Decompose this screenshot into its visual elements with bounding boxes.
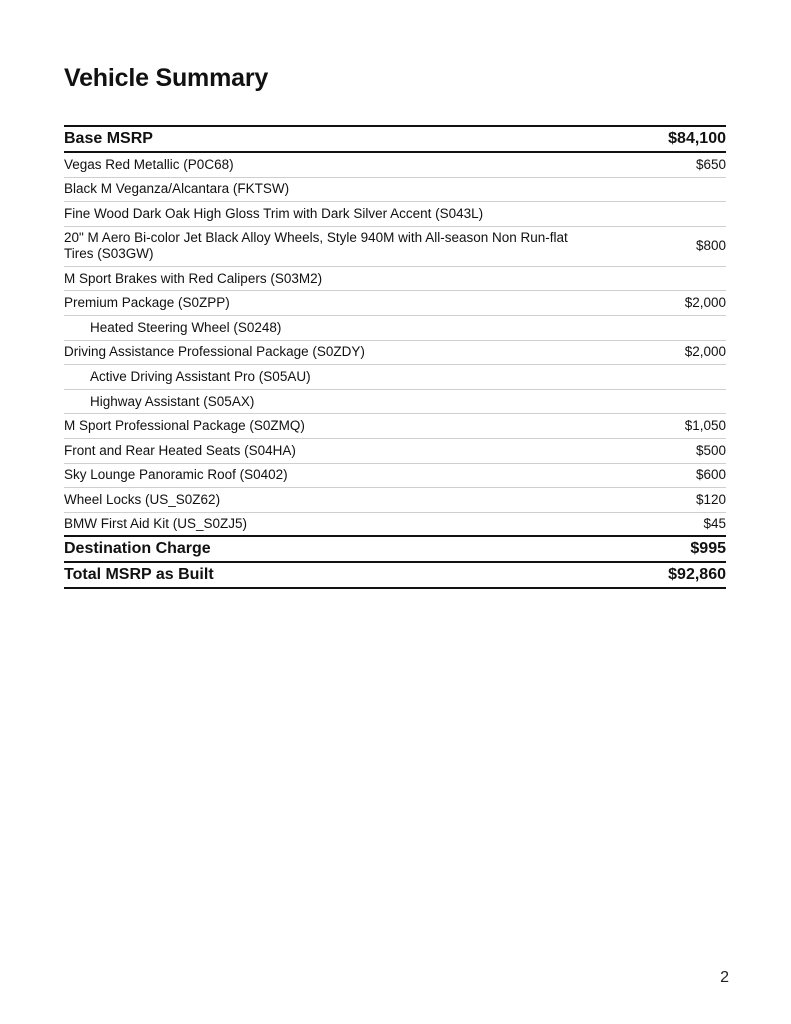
option-label: Wheel Locks (US_S0Z62) xyxy=(64,491,221,507)
base-msrp-label: Base MSRP xyxy=(64,130,153,147)
option-label: Black M Veganza/Alcantara (FKTSW) xyxy=(64,181,290,197)
option-row-trim xyxy=(64,202,726,227)
total-msrp-price: $92,860 xyxy=(668,566,726,584)
option-row-upholstery xyxy=(64,178,726,203)
option-label: Sky Lounge Panoramic Roof (S0402) xyxy=(64,467,288,483)
option-price: $45 xyxy=(703,516,726,532)
destination-charge-price: $995 xyxy=(690,540,726,558)
option-price: $2,000 xyxy=(684,344,726,360)
base-msrp-row xyxy=(64,127,726,153)
option-label: Front and Rear Heated Seats (S04HA) xyxy=(64,442,296,458)
option-row-premium-package xyxy=(64,291,726,316)
option-subrow-highway-assistant xyxy=(64,390,726,415)
option-subrow-heated-steering-wheel xyxy=(64,316,726,341)
page-title: Vehicle Summary xyxy=(64,64,269,92)
option-price: $650 xyxy=(695,156,726,172)
option-row-first-aid-kit xyxy=(64,513,726,538)
option-price: $1,050 xyxy=(684,418,726,434)
total-msrp-row xyxy=(64,563,726,589)
option-label: Driving Assistance Professional Package (S0ZDY) xyxy=(64,344,365,360)
option-label: Active Driving Assistant Pro (S05AU) xyxy=(90,368,311,384)
total-msrp-label: Total MSRP as Built xyxy=(64,566,214,584)
option-row-heated-seats xyxy=(64,439,726,464)
option-label: 20" M Aero Bi-color Jet Black Alloy Wheels, Style 940M with All-season Non Run-flat Tires (S03GW) xyxy=(64,230,568,262)
option-label: Heated Steering Wheel (S0248) xyxy=(90,319,282,335)
option-row-driving-assistance-package xyxy=(64,341,726,366)
page-number: 2 xyxy=(720,969,729,986)
option-price: $2,000 xyxy=(684,295,726,311)
option-row-wheel-locks xyxy=(64,488,726,513)
option-price: $120 xyxy=(695,491,726,507)
option-row-wheels xyxy=(64,227,726,267)
option-label: Highway Assistant (S05AX) xyxy=(90,393,255,409)
vehicle-summary-table xyxy=(64,125,726,589)
destination-charge-row xyxy=(64,537,726,563)
option-row-brakes xyxy=(64,267,726,292)
option-price: $800 xyxy=(695,238,726,254)
destination-charge-label: Destination Charge xyxy=(64,540,211,558)
option-label: Premium Package (S0ZPP) xyxy=(64,295,230,311)
option-row-m-sport-professional-package xyxy=(64,414,726,439)
option-subrow-active-driving-assistant xyxy=(64,365,726,390)
option-row-paint xyxy=(64,153,726,178)
option-price: $600 xyxy=(695,467,726,483)
option-row-panoramic-roof xyxy=(64,464,726,489)
option-label: Vegas Red Metallic (P0C68) xyxy=(64,156,234,172)
option-label: Fine Wood Dark Oak High Gloss Trim with Dark Silver Accent (S043L) xyxy=(64,205,484,221)
base-msrp-price: $84,100 xyxy=(668,130,726,147)
option-label: M Sport Professional Package (S0ZMQ) xyxy=(64,418,305,434)
option-label: M Sport Brakes with Red Calipers (S03M2) xyxy=(64,270,323,286)
option-price: $500 xyxy=(695,442,726,458)
option-label: BMW First Aid Kit (US_S0ZJ5) xyxy=(64,516,248,532)
